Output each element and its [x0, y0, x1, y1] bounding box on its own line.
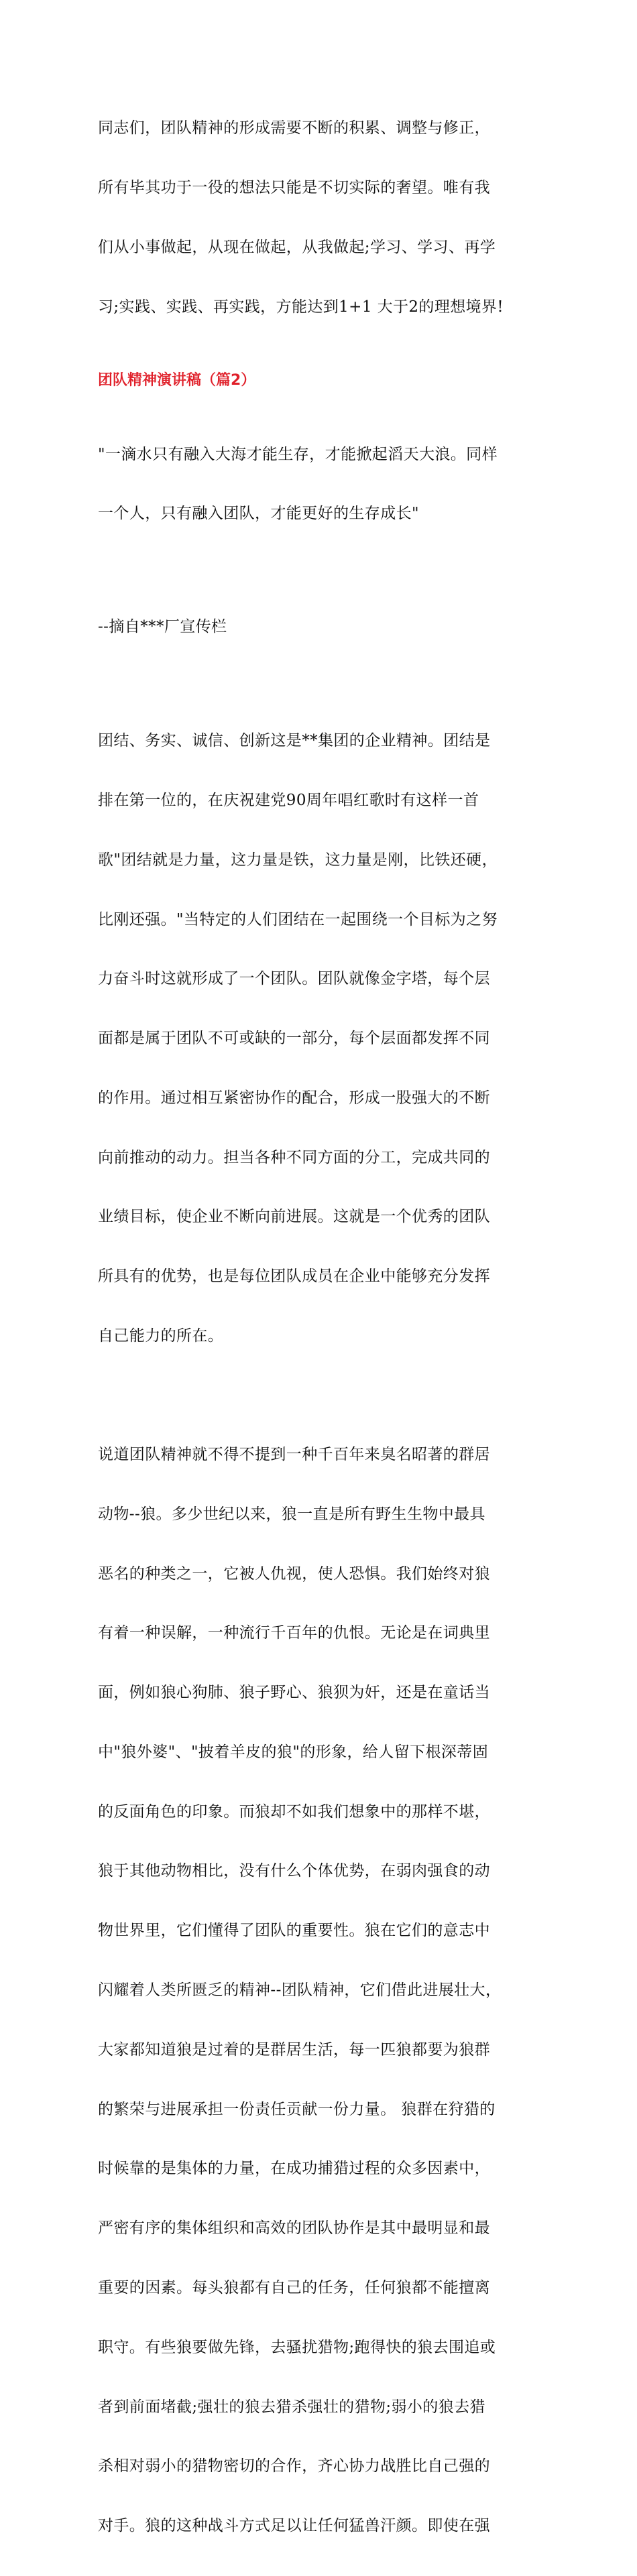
text-line: 排在第一位的，在庆祝建党90周年唱红歌时有这样一首 [98, 792, 479, 809]
section-heading: 团队精神演讲稿（篇2） [98, 372, 256, 389]
text-line: 中"狼外婆"、"披着羊皮的狼"的形象，给人留下根深蒂固 [98, 1743, 489, 1761]
text-line: 者到前面堵截;强壮的狼去猎杀强壮的猎物;弱小的狼去猎 [98, 2398, 485, 2416]
text-line: 物世界里，它们懂得了团队的重要性。狼在它们的意志中 [98, 1922, 490, 1940]
text-line: 业绩目标，使企业不断向前进展。这就是一个优秀的团队 [98, 1208, 490, 1226]
text-line: 闪耀着人类所匮乏的精神--团队精神，它们借此进展壮大， [98, 1981, 502, 2000]
paragraph-quote [98, 405, 540, 564]
text-line: 自己能力的所在。 [98, 1327, 224, 1345]
text-line: 力奋斗时这就形成了一个团队。团队就像金字塔，每个层 [98, 970, 490, 988]
text-line: 歌"团结就是力量，这力量是铁，这力量是刚，比铁还硬， [98, 851, 498, 869]
text-line: 的作用。通过相互紧密协作的配合，形成一股强大的不断 [98, 1089, 490, 1107]
document-page [98, 79, 540, 2576]
text-line: 习;实践、实践、再实践，方能达到1+1 大于2的理想境界! [98, 298, 504, 316]
text-line: 狼于其他动物相比，没有什么个体优势，在弱肉强食的动 [98, 1862, 490, 1880]
paragraph-enterprise-spirit [98, 692, 540, 1386]
text-line: "一滴水只有融入大海才能生存，才能掀起滔天大浪。同样 [98, 445, 498, 463]
text-line: 有着一种误解，一种流行千百年的仇恨。无论是在词典里 [98, 1624, 490, 1642]
text-line: 的反面角色的印象。而狼却不如我们想象中的那样不堪， [98, 1802, 490, 1821]
text-line: 面，例如狼心狗肺、狼子野心、狼狈为奸，还是在童话当 [98, 1684, 490, 1702]
text-line: 的繁荣与进展承担一份责任贡献一份力量。 狼群在狩猎的 [98, 2100, 496, 2118]
text-line: 所具有的优势，也是每位团队成员在企业中能够充分发挥 [98, 1268, 490, 1286]
text-line: 向前推动的动力。担当各种不同方面的分工，完成共同的 [98, 1148, 490, 1166]
text-line: 面都是属于团队不可或缺的一部分，每个层面都发挥不同 [98, 1030, 490, 1048]
text-line: 说道团队精神就不得不提到一种千百年来臭名昭著的群居 [98, 1446, 490, 1463]
paragraph-wolf-pack [98, 1406, 540, 2576]
text-line: 时候靠的是集体的力量，在成功捕猎过程的众多因素中， [98, 2160, 490, 2178]
text-line: 大家都知道狼是过着的是群居生活，每一匹狼都要为狼群 [98, 2040, 490, 2059]
paragraph-quote-source [98, 578, 540, 677]
text-line: 同志们，团队精神的形成需要不断的积累、调整与修正， [98, 119, 490, 137]
text-line: 一个人，只有融入团队，才能更好的生存成长" [98, 505, 419, 523]
text-line: 所有毕其功于一役的想法只能是不切实际的奢望。唯有我 [98, 178, 490, 196]
text-line: 杀相对弱小的猎物密切的合作，齐心协力战胜比自己强的 [98, 2457, 490, 2475]
text-line: 职守。有些狼要做先锋，去骚扰猎物;跑得快的狼去围追或 [98, 2338, 496, 2356]
text-line: 重要的因素。每头狼都有自己的任务，任何狼都不能擅离 [98, 2278, 490, 2296]
text-line: 比刚还强。"当特定的人们团结在一起围绕一个目标为之努 [98, 910, 498, 928]
text-line: 们从小事做起，从现在做起，从我做起;学习、学习、再学 [98, 238, 496, 256]
paragraph-conclusion [98, 79, 540, 357]
text-line: 动物--狼。多少世纪以来，狼一直是所有野生生物中最具 [98, 1505, 485, 1523]
text-line: --摘自***厂宣传栏 [98, 618, 227, 636]
text-line: 团结、务实、诚信、创新这是**集团的企业精神。团结是 [98, 732, 491, 750]
text-line: 严密有序的集体组织和高效的团队协作是其中最明显和最 [98, 2219, 490, 2237]
text-line: 恶名的种类之一，它被人仇视，使人恐惧。我们始终对狼 [98, 1565, 490, 1583]
text-line: 对手。狼的这种战斗方式足以让任何猛兽汗颜。即使在强 [98, 2517, 490, 2535]
